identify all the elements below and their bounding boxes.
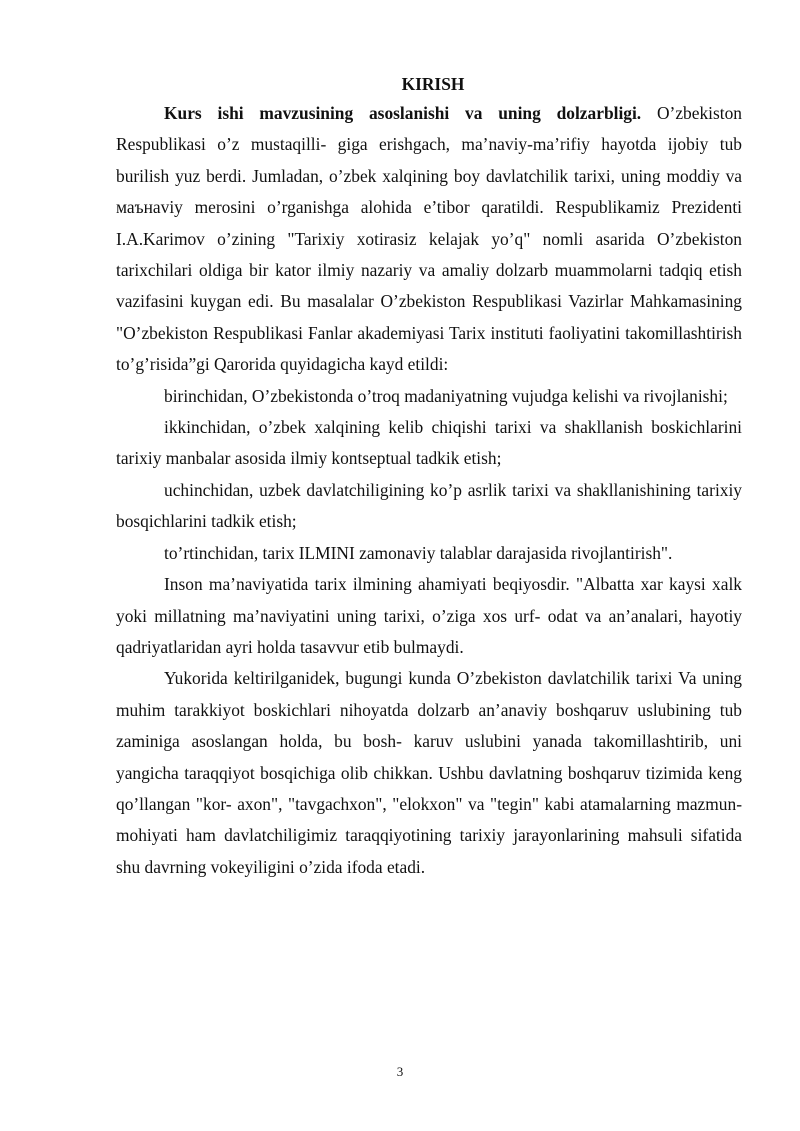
list-item-1: birinchidan, O’zbekistonda o’troq madaniyatning vujudga kelishi va rivojlanishi; xyxy=(164,385,728,406)
list-item-4: to’rtinchidan, tarix ILMINI zamonaviy talablar darajasida rivojlantirish". xyxy=(164,542,673,563)
page-number: 3 xyxy=(396,1064,404,1079)
intro-lead: Kurs ishi mavzusining asoslanishi va uning dolzarbligi. xyxy=(164,103,642,123)
list-item-2: ikkinchidan, o’zbek xalqining kelib chiqishi tarixi va shakllanish boskichlarini tarixiy manbalar asosida ilmiy kontseptual tadkik etish; xyxy=(116,417,742,469)
paragraph-2: Inson ma’naviyatida tarix ilmining ahamiyati beqiyosdir. "Albatta xar kaysi xalk yoki millatning ma’naviyatini uning tarixi, o’ziga xos urf- odat va an’analari, hayotiy qadriyatlaridan ayri holda tasavvur etib bulmaydi. xyxy=(116,574,742,657)
list-item-3: uchinchidan, uzbek davlatchiligining ko’p asrlik tarixi va shakllanishining tarixiy bosqichlarini tadkik etish; xyxy=(116,479,742,532)
intro-paragraph xyxy=(116,98,742,381)
paragraph-3: Yukorida keltirilganidek, bugungi kunda O’zbekiston davlatchilik tarixi Va uning muhim tarakkiyot boskichlari nihoyatda dolzarb an’anaviy boshqaruv uslubining tub zaminiga asoslangan holda, bu bosh- karuv uslubini yanada takomillashtirib, uni yangicha taraqqiyot bosqichiga olib chikkan. Ushbu davlatning boshqaruv tizimida keng qo’llangan "kor- axon", "tavgachxon", "elokxon" va "tegin" kabi atamalarning mazmun- mohiyati ham davlatchiligimiz taraqqiyotining tarixiy jarayonlarining mahsuli sifatida shu davrning vokeyiligini o’zida ifoda etadi. xyxy=(116,668,742,877)
document-page xyxy=(116,70,742,883)
intro-text: O’zbekiston Respublikasi o’z mustaqilli- giga erishgach, ma’naviy-ma’rifiy hayotda ijobiy tub burilish yuz berdi. Jumladan, o’zbek xalqining boy davlatchilik tarixi, uning moddiy va маънaviy merosini o’rganishga alohida e’tibor qaratildi. Respublikamiz Prezidenti I.A.Karimov o’zining "Tarixiy xotirasiz kelajak yo’q" nomli asarida O’zbekiston tarixchilari oldiga bir kator ilmiy nazariy va amaliy dolzarb muammolarni tadqiq etish vazifasini kuygan edi. Bu masalalar O’zbekiston Respublikasi Vazirlar Mahkamasining "O’zbekiston Respublikasi Fanlar akademiyasi Tarix instituti faoliyatini takomillashtirish to’g’risida”gi Qarorida quyidagicha kayd etildi: xyxy=(116,103,742,375)
section-title: KIRISH xyxy=(401,74,465,94)
